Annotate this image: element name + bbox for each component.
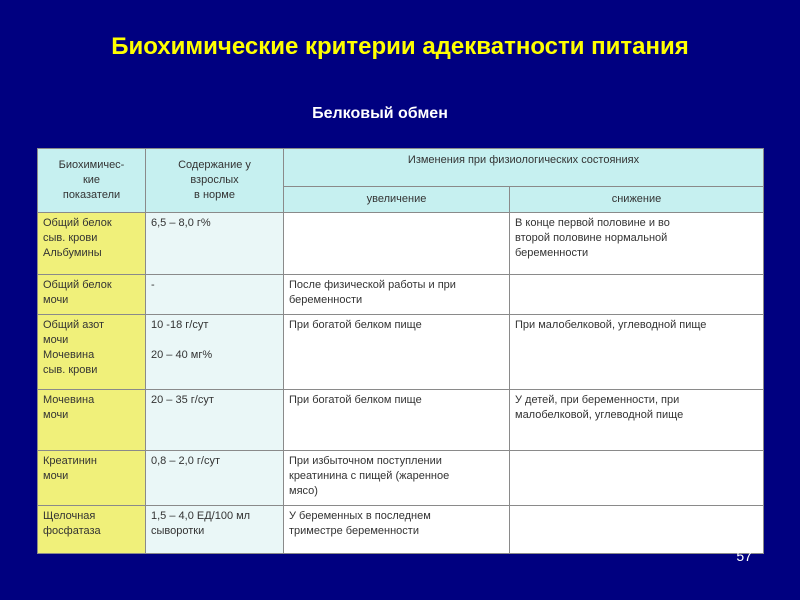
indicator-cell [38, 315, 146, 390]
header-indicator: Биохимичес- кие показатели [38, 149, 146, 213]
decrease-cell-line: В конце первой половине и во [515, 217, 670, 229]
increase-cell [284, 451, 510, 506]
increase-cell-line: При избыточном поступлении [289, 455, 442, 467]
header-decrease: снижение [510, 187, 764, 213]
indicator-cell-line: мочи [43, 294, 69, 306]
increase-cell-line: При богатой белком пище [289, 319, 422, 331]
indicator-cell-line: сыв. крови [43, 364, 98, 376]
slide-subtitle: Белковый обмен [312, 105, 448, 122]
norm-cell-line: - [151, 279, 155, 291]
increase-cell [284, 213, 510, 275]
indicator-cell [38, 506, 146, 554]
norm-cell [146, 451, 284, 506]
decrease-cell-line: малобелковой, углеводной пище [515, 409, 684, 421]
decrease-cell [510, 275, 764, 315]
norm-cell [146, 275, 284, 315]
norm-cell [146, 213, 284, 275]
increase-cell [284, 390, 510, 451]
norm-cell-line [151, 333, 278, 348]
indicator-cell-line: Общий белок [43, 217, 112, 229]
header-norm: Содержание у взрослых в норме [146, 149, 284, 213]
increase-cell [284, 275, 510, 315]
indicator-cell-line: мочи [43, 409, 69, 421]
table-row [38, 506, 764, 554]
increase-cell-line: У беременных в последнем [289, 510, 431, 522]
indicator-cell-line: Мочевина [43, 349, 95, 361]
indicator-cell [38, 213, 146, 275]
table-row [38, 390, 764, 451]
increase-cell-line: беременности [289, 294, 363, 306]
indicator-cell-line: мочи [43, 334, 69, 346]
indicator-cell-line: мочи [43, 470, 69, 482]
indicator-cell [38, 451, 146, 506]
slide-title: Биохимические критерии адекватности питания [111, 33, 689, 60]
table-row [38, 315, 764, 390]
increase-cell-line: креатинина с пищей (жаренное [289, 470, 450, 482]
increase-cell-line: триместре беременности [289, 525, 419, 537]
indicator-cell-line: Общий белок [43, 279, 112, 291]
norm-cell [146, 390, 284, 451]
decrease-cell-line: беременности [515, 247, 589, 259]
decrease-cell [510, 506, 764, 554]
decrease-cell-line: При малобелковой, углеводной пище [515, 319, 707, 331]
indicator-cell-line: Общий азот [43, 319, 105, 331]
indicator-cell-line: фосфатаза [43, 525, 101, 537]
decrease-cell [510, 390, 764, 451]
page-number: 57 [736, 548, 752, 564]
increase-cell-line: При богатой белком пище [289, 394, 422, 406]
norm-cell-line: 20 – 40 мг% [151, 349, 213, 361]
decrease-cell-line: У детей, при беременности, при [515, 394, 680, 406]
increase-cell [284, 315, 510, 390]
table-row [38, 451, 764, 506]
criteria-table [37, 148, 764, 554]
indicator-cell-line: Щелочная [43, 510, 96, 522]
increase-cell-line: мясо) [289, 485, 318, 497]
decrease-cell-line: второй половине нормальной [515, 232, 668, 244]
norm-cell [146, 315, 284, 390]
norm-cell-line: 0,8 – 2,0 г/сут [151, 455, 220, 467]
header-increase: увеличение [284, 187, 510, 213]
header-changes: Изменения при физиологических состояниях [284, 149, 764, 187]
table-row [38, 275, 764, 315]
norm-cell-line: 10 -18 г/сут [151, 319, 209, 331]
indicator-cell [38, 390, 146, 451]
norm-cell-line: 20 – 35 г/сут [151, 394, 214, 406]
decrease-cell [510, 213, 764, 275]
norm-cell-line: 1,5 – 4,0 ЕД/100 мл [151, 510, 251, 522]
decrease-cell [510, 315, 764, 390]
increase-cell-line: После физической работы и при [289, 279, 456, 291]
increase-cell [284, 506, 510, 554]
indicator-cell-line: Креатинин [43, 455, 97, 467]
norm-cell [146, 506, 284, 554]
decrease-cell [510, 451, 764, 506]
indicator-cell-line: Мочевина [43, 394, 95, 406]
indicator-cell-line: сыв. крови [43, 232, 98, 244]
indicator-cell-line: Альбумины [43, 247, 102, 259]
indicator-cell [38, 275, 146, 315]
norm-cell-line: сыворотки [151, 525, 205, 537]
table-body [38, 213, 764, 554]
table-row [38, 213, 764, 275]
norm-cell-line: 6,5 – 8,0 г% [151, 217, 211, 229]
